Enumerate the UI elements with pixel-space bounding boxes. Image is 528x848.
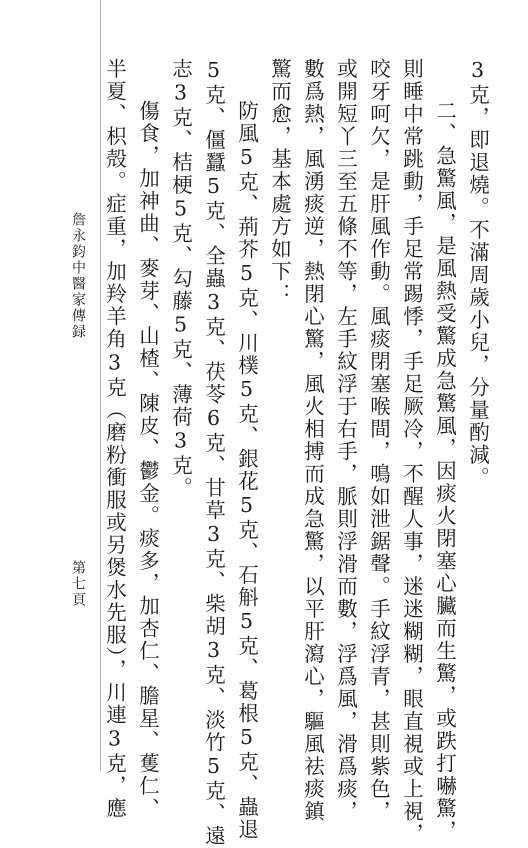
margin-rule xyxy=(100,0,101,771)
text-column-4: 咬牙呵欠，是肝風作動。風痰閉塞喉間，鳴如泄鋸聲。手紋浮青，甚則紫色， xyxy=(366,58,391,823)
running-head-title: 詹永鈞中醫家傳録 xyxy=(70,212,86,340)
text-column-1: 3克，即退燒。不滿周歲小兒，分量酌減。 xyxy=(465,58,490,489)
text-column-10: 志3克、桔梗5克、勾藤5克、薄荷3克。 xyxy=(168,58,193,500)
text-column-3: 則睡中常跳動，手足常踢悸，手足厥冷，不醒人事，迷迷糊糊，眼直視或上視， xyxy=(399,58,424,846)
text-column-11: 傷食，加神曲、麥芽、山楂、陳皮、鬱金。痰多，加杏仁、膽星、蒦仁、 xyxy=(135,100,160,820)
text-column-6: 數爲熱，風湧痰逆，熱閉心驚，風火相搏而成急驚，以平肝瀉心，驅風祛痰鎮 xyxy=(300,58,325,823)
text-column-9: 5克、僵蠶5克、全蟲3克、茯苓6克、甘草3克、柴胡3克、淡竹5克、遠 xyxy=(201,58,226,848)
text-column-5: 或開短丫三至五條不等，左手紋浮于右手，脈則浮滑而數，浮爲風，滑爲痰， xyxy=(333,58,358,823)
text-column-7: 驚而愈，基本處方如下： xyxy=(267,58,292,306)
page-number: 第七頁 xyxy=(70,560,86,608)
text-column-8: 防風5克、荊芥5克、川樸5克、銀花5克、石斛5克、葛根5克、蟲退 xyxy=(234,100,259,841)
text-column-2: 二、急驚風，是風熱受驚成急驚風，因痰火閉塞心臟而生驚，或跌打嚇驚， xyxy=(432,100,457,843)
text-column-12: 半夏、枳殻。症重，加羚羊角3克（磨粉衝服或另煲水先服），川連3克，應 xyxy=(102,58,127,820)
